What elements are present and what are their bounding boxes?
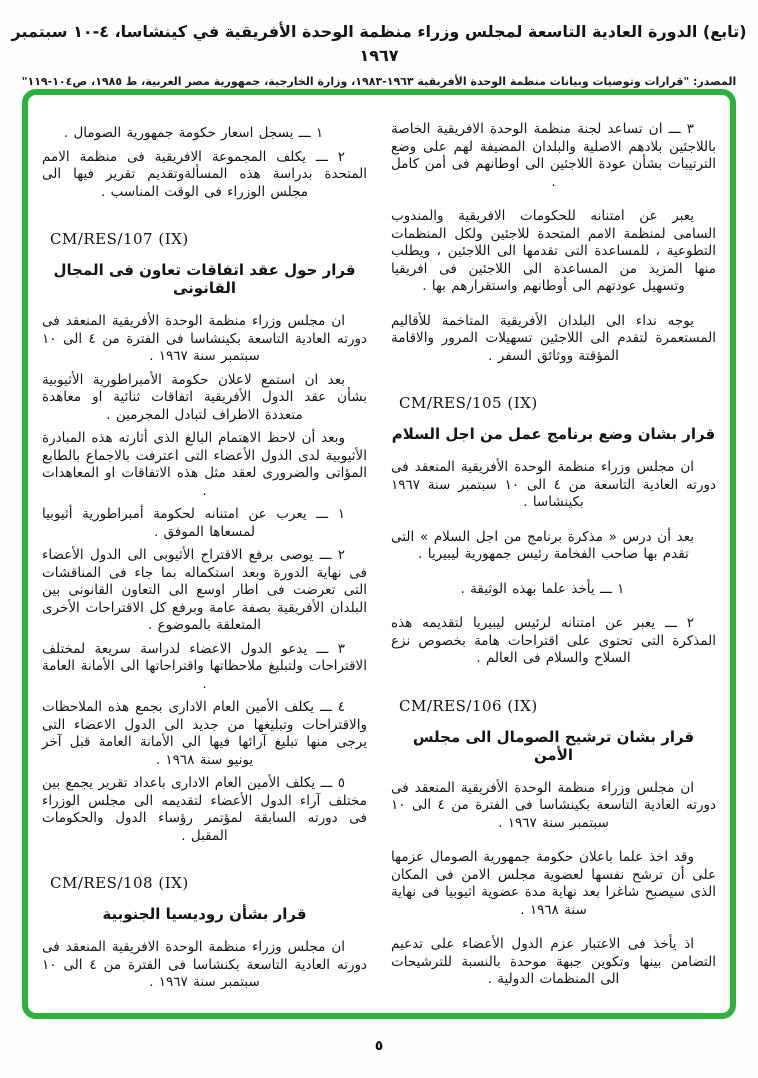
resolution-ref: CM/RES/108 (IX) — [50, 874, 189, 892]
page-number: ٥ — [374, 1038, 384, 1054]
paragraph: ٣ ـــ ان تساعد لجنة منظمة الوحدة الافريقية الخاصة باللاجئين بلادهم الاصلية والبلدان المضيفة لهم على وضع الترتيبات بشأن عودة اللاجئين الى اوطانهم فى أمن كامل . — [391, 121, 716, 190]
content-frame — [22, 89, 736, 1019]
column-right — [391, 95, 716, 1013]
paragraph: ٥ ـــ يكلف الأمين العام الادارى باعداد تقرير يجمع بين مختلف آراء الدول الأعضاء لتقديمه الى مجلس الوزراء فى دورته السابقة لمؤتمر رؤساء الدول والحكومات المقبل . — [42, 775, 367, 844]
resolution-heading: قرار حول عقد اتفاقات تعاون فى المجال القانونى — [53, 261, 356, 297]
paragraph: اذ يأخذ فى الاعتبار عزم الدول الأعضاء على تدعيم التضامن بينها وتكوين جبهة موحدة بالنسبة للترشيحات الى المنظمات الدولية . — [391, 936, 716, 987]
two-column-layout — [28, 95, 730, 1013]
paragraph: ان مجلس وزراء منظمة الوحدة الأفريقية المنعقد فى دورته العادية التاسعة بكينشاسا فى الفترة من ٤ الى ١٠ سبتمبر سنة ١٩٦٧ . — [391, 779, 717, 831]
paragraph: ان مجلس وزراء منظمة الوحدة الأفريقية المنعقد فى دورته العادية التاسعة بكينشاسا فى الفترة من ٤ الى ١٠ سبتمبر سنة ١٩٦٧ . — [42, 313, 368, 364]
resolution-heading: قرار بشأن روديسيا الجنوبية — [102, 905, 307, 923]
paragraph: بعد ان استمع لاعلان حكومة الأمبراطورية الأثيوبية بشأن عقد الدول الأفريقية اتفاقات ثنائية او معاهدة متعددة الاطراف لتبادل المجرمين . — [42, 371, 367, 423]
paragraph: ان مجلس وزراء منظمة الوحدة الأفريقية المنعقد فى دورته العادية التاسعة من ٤ الى ١٠ سبتمبر سنة ١٩٦٧ بكينشاسا . — [391, 459, 716, 510]
resolution-ref: CM/RES/105 (IX) — [399, 394, 538, 412]
paragraph: ١ ـــ يسجل اسعار حكومة جمهورية الصومال . — [63, 125, 324, 141]
paragraph: بعد أن درس « مذكرة برنامج من اجل السلام » التى تقدم بها صاحب الفخامة رئيس جمهورية ليبيريا . — [391, 528, 694, 562]
paragraph: ٤ ـــ يكلف الأمين العام الادارى بجمع هذه الملاحظات والاقتراحات وتبليغها من جديد الى الدول الاعضاء التى يرجى منها تبليغ آرائها فيها الى الأمانة العامة قبل آخر يونيو سنة ١٩٦٨ . — [42, 699, 367, 768]
column-left — [42, 95, 367, 1013]
paragraph: ٢ ـــ يكلف المجموعة الافريقية فى منظمة الامم المتحدة بدراسة هذه المسألةوتقديم تقرير فيها الى مجلس الوزراء فى الوقت المناسب . — [42, 148, 367, 200]
resolution-heading: قرار بشان ترشيح الصومال الى مجلس الأمن — [412, 727, 695, 764]
page-title: (تابع) الدورة العادية التاسعة لمجلس وزراء منظمة الوحدة الأفريقية في كينشاسا، ٤-١٠ سبتمبر ١٩٦٧ — [11, 22, 747, 65]
paragraph: ان مجلس وزراء منظمة الوحدة الافريقية المنعقد فى دورته العادية التاسعة بكنشاسا فى الفترة من ٤ الى ١٠ سبتمبر سنة ١٩٦٧ . — [42, 939, 367, 990]
source-line: المصدر: "قرارات وتوصيات وبيانات منظمة الوحدة الأفريقية ١٩٦٣-١٩٨٣، وزارة الخارجية، جمهورية مصر العربية، ط ١٩٨٥، ص١٠٤-١١٩" — [21, 75, 737, 88]
paragraph: وقد اخذ علما باعلان حكومة جمهورية الصومال عزمها على أن ترشح نفسها لعضوية مجلس الامن فى المكان الذى سيصبح شاغرا بعد نهاية مدة عضوية اثيوبيا فى نهاية سنة ١٩٦٨ . — [391, 849, 716, 918]
page-header — [0, 20, 758, 88]
paragraph: ٢ ـــ يعبر عن امتنانه لرئيس ليبيريا لتقديمه هذه المذكرة التى تحتوى على اقتراحات هامة بخصوص نزع السلاح والسلام فى العالم . — [391, 615, 716, 666]
resolution-ref: CM/RES/106 (IX) — [399, 696, 538, 715]
paragraph: وبعد أن لاحظ الاهتمام البالغ الذى أثارته هذه المبادرة الأثيوبية لدى الدول الأعضاء التى اعترفت بالاجماع بالطابع المؤاتى والضرورى لعقد مثل هذه الاتفاقات او المعاهدات . — [42, 430, 367, 499]
paragraph: ١ ـــ يعرب عن امتنانه لحكومة أمبراطورية أثيوبيا لمسعاها الموفق . — [42, 506, 345, 540]
resolution-heading: قرار بشان وضع برنامج عمل من اجل السلام — [391, 425, 716, 443]
paragraph: يعبر عن امتنانه للحكومات الافريقية والمندوب السامى لمنظمة الامم المتحدة للاجئين ولكل المنظمات التطوعية ، للمساعدة التى تقدمها الى اللاجئين ، ويطلب منها المزيد من المساعدة الى اللاجئين فى افريقيا وتسهيل عودتهم الى أوطانهم واستقرارهم بها . — [391, 208, 716, 294]
paragraph: ٣ ـــ يدعو الدول الاعضاء لدراسة سريعة لمختلف الاقتراحات ولتبليغ ملاحظاتها واقتراحاتها الى الأمانة العامة . — [42, 640, 367, 692]
paragraph: ٢ ـــ يوصى برفع الاقتراح الأثيوبى الى الدول الأعضاء فى نهاية الدورة وبعد استكماله بما جاء فى المناقشات التى تعرضت فى اطار اوسع الى التعاون القانونى بين البلدان الأفريقية بصفة عامة وبرفع كل الاقتراحات الأخرى المتعلقة بالموضوع . — [42, 547, 367, 633]
paragraph: يوجه نداء الى البلدان الأفريقية المتاخمة للأقاليم المستعمرة لتقدم الى اللاجئين تسهيلات المرور والاقامة المؤقتة ووثائق السفر . — [391, 312, 716, 364]
paragraph: ١ ـــ يأخذ علما بهذه الوثيقة . — [460, 580, 625, 597]
resolution-ref: CM/RES/107 (IX) — [50, 230, 189, 248]
